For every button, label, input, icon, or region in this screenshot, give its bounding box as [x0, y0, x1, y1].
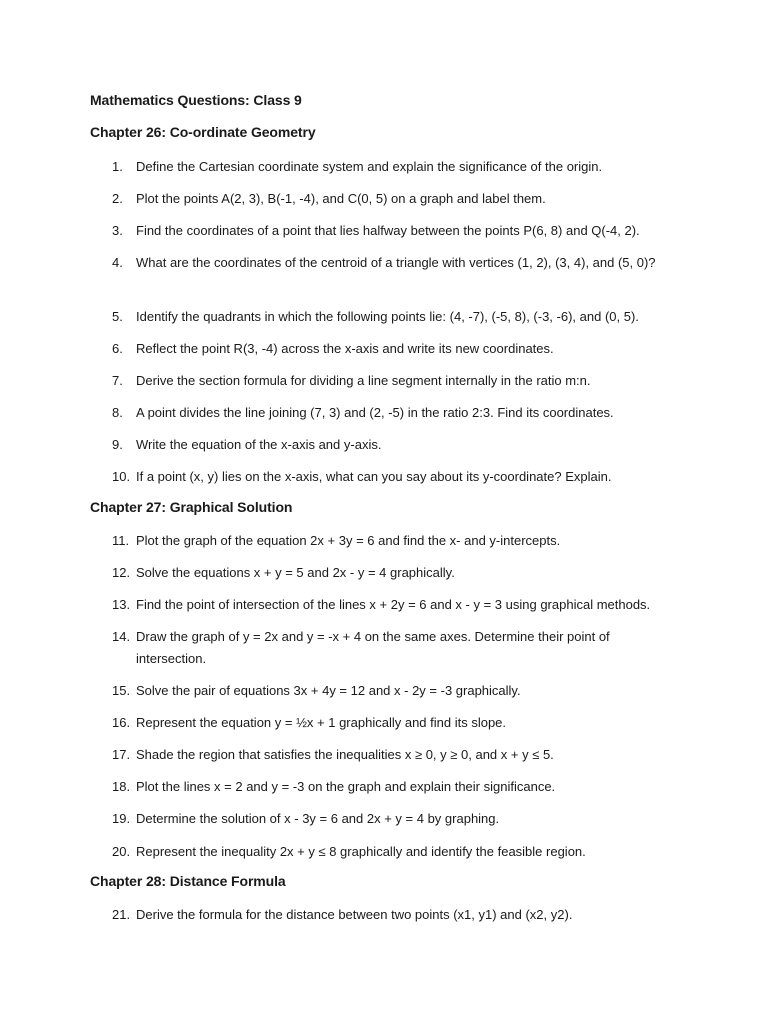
question-item [112, 434, 682, 456]
document-title: Mathematics Questions: Class 9 [90, 92, 302, 108]
question-number: 2. [112, 191, 123, 206]
question-number: 1. [112, 159, 123, 174]
question-number: 13. [112, 597, 131, 612]
question-item [112, 156, 682, 178]
question-number: 20. [112, 844, 131, 859]
question-text: What are the coordinates of the centroid of a triangle with vertices (1, 2), (3, 4), and (5, 0)? [136, 255, 656, 270]
question-text: Find the point of intersection of the lines x + 2y = 6 and x - y = 3 using graphical methods. [136, 597, 651, 612]
question-text: Draw the graph of y = 2x and y = -x + 4 on the same axes. Determine their point of intersection. [136, 629, 610, 666]
question-text: A point divides the line joining (7, 3) and (2, -5) in the ratio 2:3. Find its coordinates. [136, 405, 614, 420]
question-text: If a point (x, y) lies on the x-axis, what can you say about its y-coordinate? Explain. [136, 469, 612, 484]
question-number: 15. [112, 683, 131, 698]
question-number: 17. [112, 747, 131, 762]
question-text: Write the equation of the x-axis and y-axis. [136, 437, 382, 452]
question-text: Find the coordinates of a point that lies halfway between the points P(6, 8) and Q(-4, 2). [136, 223, 640, 238]
question-number: 18. [112, 779, 131, 794]
question-item [112, 220, 682, 242]
question-number: 16. [112, 715, 131, 730]
question-item [112, 188, 682, 210]
question-text: Solve the pair of equations 3x + 4y = 12 and x - 2y = -3 graphically. [136, 683, 521, 698]
question-item [112, 530, 682, 552]
chapter-heading: Chapter 26: Co-ordinate Geometry [90, 124, 316, 140]
question-item [112, 808, 682, 830]
question-text: Determine the solution of x - 3y = 6 and 2x + y = 4 by graphing. [136, 811, 500, 826]
question-item [112, 562, 682, 584]
question-item [112, 680, 682, 702]
question-text: Derive the formula for the distance between two points (x1, y1) and (x2, y2). [136, 907, 573, 922]
question-number: 6. [112, 341, 123, 356]
question-text: Represent the inequality 2x + y ≤ 8 graphically and identify the feasible region. [136, 844, 586, 859]
question-text: Plot the graph of the equation 2x + 3y = 6 and find the x- and y-intercepts. [136, 533, 561, 548]
question-item [112, 370, 682, 392]
question-number: 14. [112, 629, 131, 644]
question-text: Reflect the point R(3, -4) across the x-axis and write its new coordinates. [136, 341, 554, 356]
question-number: 3. [112, 223, 123, 238]
question-item [112, 252, 682, 274]
question-number: 5. [112, 309, 123, 324]
question-text: Define the Cartesian coordinate system and explain the significance of the origin. [136, 159, 603, 174]
question-number: 21. [112, 907, 131, 922]
question-item [112, 338, 682, 360]
question-text: Plot the lines x = 2 and y = -3 on the graph and explain their significance. [136, 779, 556, 794]
question-number: 11. [112, 533, 130, 548]
question-text: Represent the equation y = ½x + 1 graphically and find its slope. [136, 715, 507, 730]
question-number: 4. [112, 255, 123, 270]
question-number: 9. [112, 437, 123, 452]
question-item [112, 841, 682, 863]
question-item [112, 402, 682, 424]
question-text: Solve the equations x + y = 5 and 2x - y = 4 graphically. [136, 565, 455, 580]
question-text: Shade the region that satisfies the inequalities x ≥ 0, y ≥ 0, and x + y ≤ 5. [136, 747, 554, 762]
question-number: 19. [112, 811, 131, 826]
question-text: Derive the section formula for dividing a line segment internally in the ratio m:n. [136, 373, 591, 388]
question-number: 10. [112, 469, 131, 484]
question-number: 12. [112, 565, 131, 580]
chapter-heading: Chapter 28: Distance Formula [90, 873, 286, 889]
question-number: 8. [112, 405, 123, 420]
question-item [112, 594, 682, 616]
question-item [112, 712, 682, 734]
question-text: Plot the points A(2, 3), B(-1, -4), and C(0, 5) on a graph and label them. [136, 191, 546, 206]
question-item [112, 466, 682, 488]
question-item [112, 776, 682, 798]
question-item [112, 626, 682, 670]
question-number: 7. [112, 373, 123, 388]
chapter-heading: Chapter 27: Graphical Solution [90, 499, 293, 515]
question-text: Identify the quadrants in which the following points lie: (4, -7), (-5, 8), (-3, -6), and (0, 5). [136, 309, 639, 324]
question-item [112, 744, 682, 766]
question-item [112, 306, 682, 328]
question-item [112, 904, 682, 926]
